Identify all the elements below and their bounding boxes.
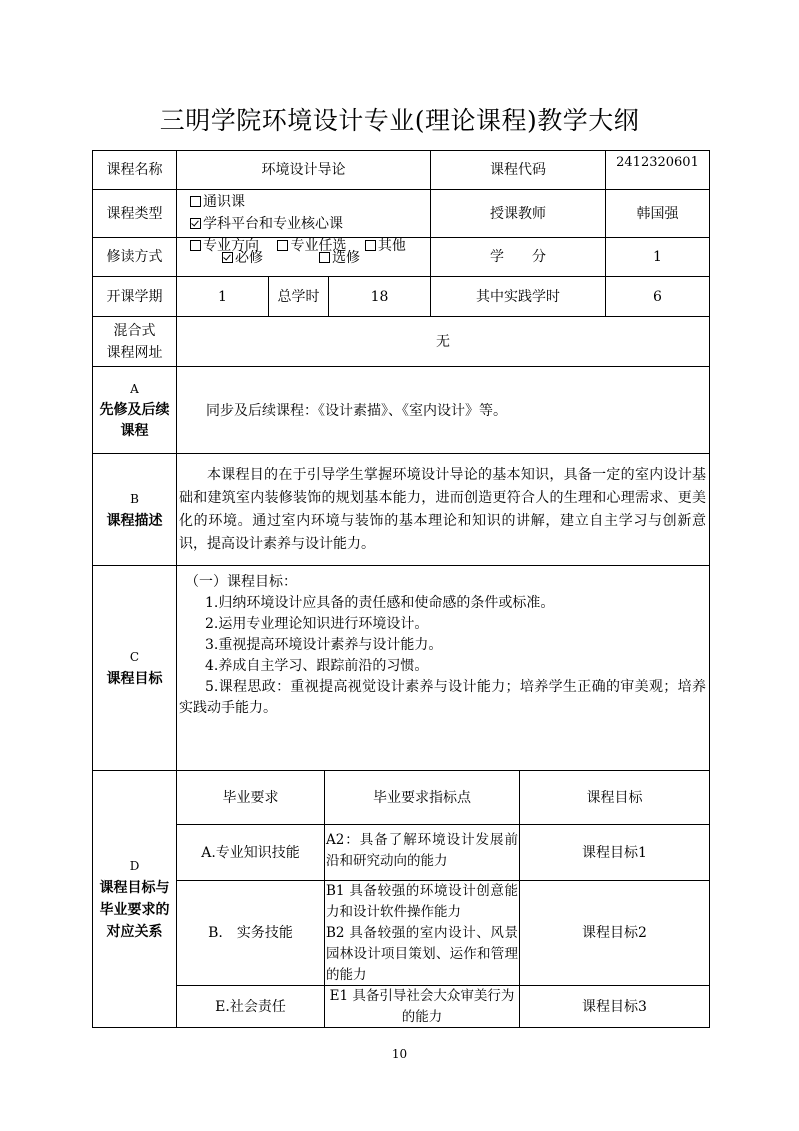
mapping-header-goal: 课程目标 — [586, 789, 643, 806]
document-title: 三明学院环境设计专业(理论课程)教学大纲 — [159, 106, 640, 135]
blended-url-label: 混合式 课程网址 — [106, 322, 163, 361]
goal-item-1: 1.归纳环境设计应具备的责任感和使命感的条件或标准。 — [205, 595, 555, 611]
course-code-value: 2412320601 — [616, 155, 699, 170]
teacher-value: 韩国强 — [636, 205, 679, 222]
mapping-goal-3: 课程目标3 — [582, 998, 647, 1015]
goal-item-5: 5.课程思政：重视提高视觉设计素养与设计能力；培养学生正确的审美观；培养实践动手能力。 — [179, 679, 706, 716]
section-b-text: 本课程目的在于引导学生掌握环境设计导论的基本知识，具备一定的室内设计基础和建筑室内装修装饰的规划基本能力，进而创造更符合人的生理和心理需求、更美化的环境。通过室内环境与装饰的基本理论和知识的讲解，建立自主学习与创新意识，提高设计素养与设计能力。 — [179, 467, 706, 552]
mapping-indicator-b1: B1 具备较强的环境设计创意能力和设计软件操作能力 — [326, 883, 518, 920]
checkbox-icon — [190, 196, 201, 207]
section-c-label: C 课程目标 — [106, 650, 163, 687]
goal-item-2: 2.运用专业理论知识进行环境设计。 — [205, 616, 429, 632]
checkbox-icon — [319, 252, 330, 263]
course-name-value: 环境设计导论 — [261, 162, 346, 178]
section-c-heading: （一）课程目标： — [185, 574, 297, 590]
mapping-indicator-a2: A2：具备了解环境设计发展前沿和研究动向的能力 — [326, 832, 518, 869]
study-mode-label: 修读方式 — [106, 249, 163, 265]
credit-label: 学 分 — [490, 249, 546, 265]
mapping-indicator-b2: B2 具备较强的室内设计、风景园林设计项目策划、运作和管理的能力 — [326, 925, 518, 983]
mapping-goal-2: 课程目标2 — [582, 925, 647, 941]
mapping-header-indicator: 毕业要求指标点 — [373, 789, 471, 806]
course-type-option-general[interactable]: 通识课 — [190, 194, 245, 210]
total-hours-label: 总学时 — [277, 288, 320, 305]
mapping-requirement-b: B. 实务技能 — [208, 925, 293, 941]
teacher-label: 授课教师 — [490, 205, 546, 222]
course-type-option-direction[interactable]: 专业方向 — [190, 238, 259, 254]
mapping-indicator-b — [326, 881, 518, 986]
section-a-text: 同步及后续课程：《设计素描》、《室内设计》等。 — [206, 403, 507, 419]
page-number: 10 — [391, 1047, 408, 1061]
course-type-option-elective[interactable]: 专业任选 — [277, 238, 346, 254]
goal-item-4: 4.养成自主学习、跟踪前沿的习惯。 — [205, 658, 429, 674]
section-d-label: D 课程目标与 毕业要求的 对应关系 — [99, 859, 170, 940]
practice-hours-label: 其中实践学时 — [476, 288, 560, 305]
checkbox-icon — [190, 240, 201, 251]
section-b-label: B 课程描述 — [106, 491, 163, 529]
semester-value: 1 — [218, 288, 227, 305]
checked-checkbox-icon — [190, 218, 201, 229]
blended-url-value: 无 — [436, 333, 450, 350]
section-a-label: A 先修及后续 课程 — [99, 381, 170, 439]
checked-checkbox-icon — [222, 252, 233, 263]
study-mode-option-required[interactable]: 必修 — [222, 247, 263, 267]
course-name-label: 课程名称 — [106, 162, 163, 178]
mapping-header-requirement: 毕业要求 — [222, 789, 279, 806]
practice-hours-value: 6 — [653, 288, 662, 305]
goal-item-3: 3.重视提高环境设计素养与设计能力。 — [205, 637, 443, 653]
mapping-requirement-e: E.社会责任 — [215, 998, 286, 1015]
course-type-option-core[interactable]: 学科平台和专业核心课 — [190, 216, 343, 232]
mapping-indicator-e1: E1 具备引导社会大众审美行为的能力 — [329, 988, 515, 1025]
study-mode-option-optional[interactable]: 选修 — [319, 247, 360, 267]
semester-label: 开课学期 — [106, 288, 163, 305]
total-hours-value: 18 — [370, 288, 389, 305]
credit-value: 1 — [653, 249, 662, 265]
mapping-goal-1: 课程目标1 — [582, 844, 647, 861]
mapping-requirement-a: A.专业知识技能 — [201, 844, 300, 861]
section-c-goals — [179, 572, 706, 719]
course-code-label: 课程代码 — [490, 162, 546, 178]
course-type-option-other[interactable]: 其他 — [365, 238, 406, 254]
course-type-label: 课程类型 — [106, 205, 163, 222]
study-mode-options — [222, 238, 422, 276]
